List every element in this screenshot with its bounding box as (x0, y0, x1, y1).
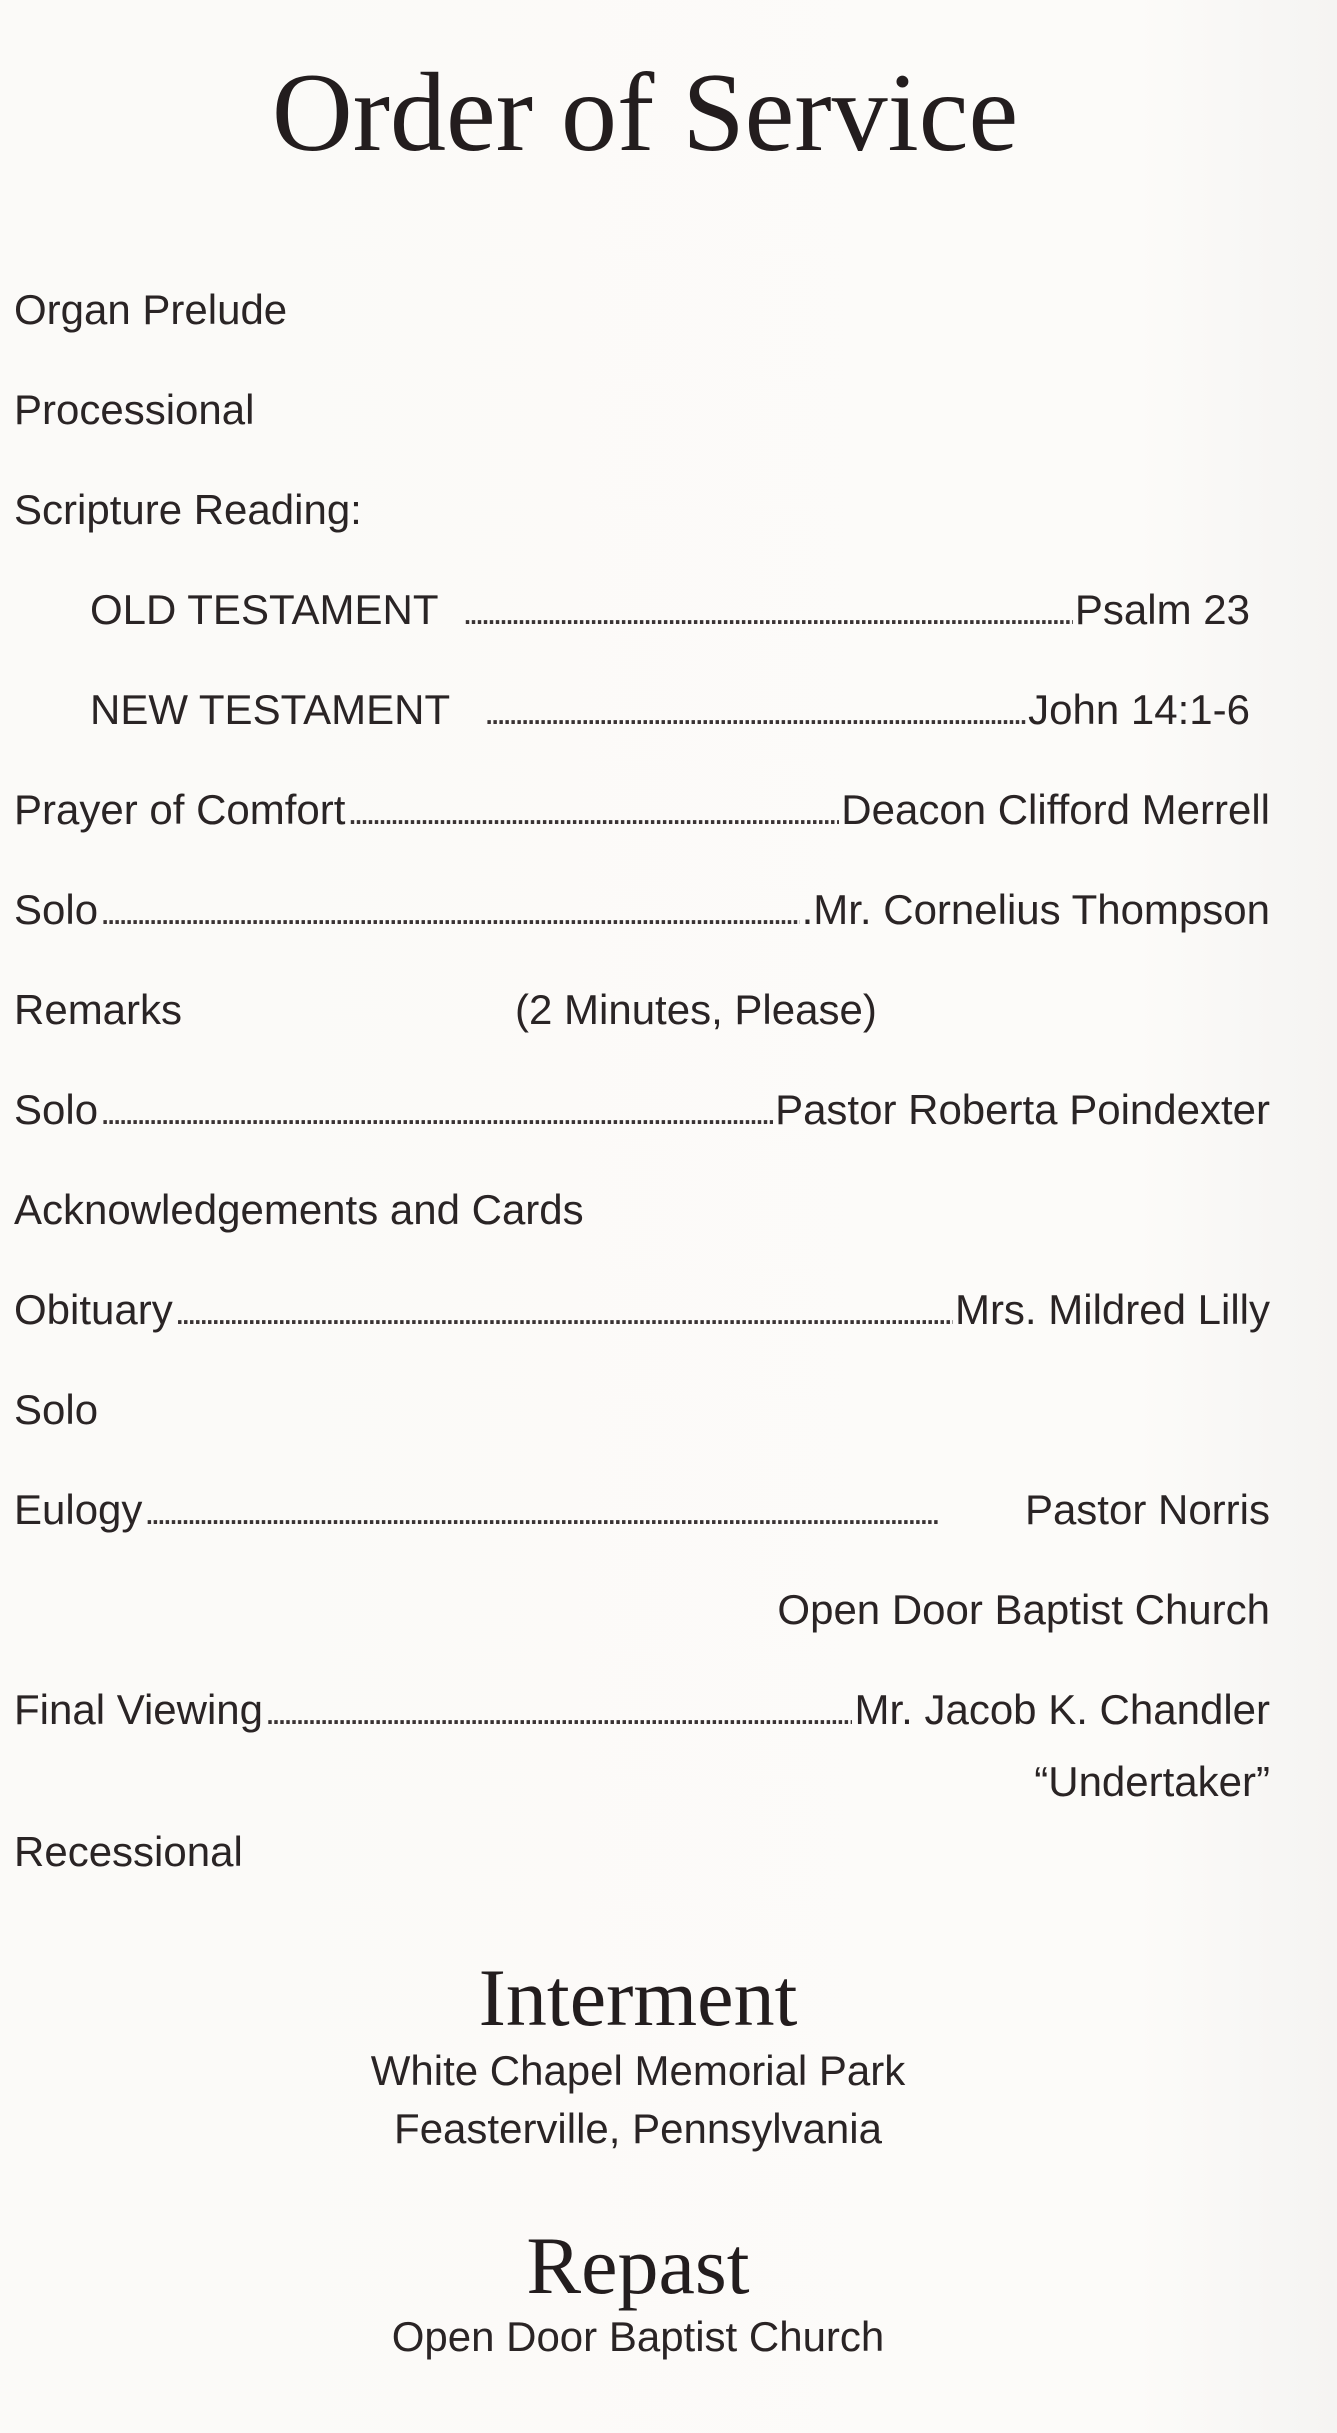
item-solo-2 (14, 1080, 1270, 1140)
item-label: Final Viewing (14, 1686, 264, 1733)
dot-leader (347, 780, 839, 842)
item-value: .Mr. Cornelius Thompson (801, 886, 1270, 933)
item-value: Pastor Norris (1024, 1486, 1270, 1533)
remarks-note: (2 Minutes, Please) (515, 986, 877, 1033)
dot-leader (144, 1480, 1023, 1542)
item-label: NEW TESTAMENT (90, 686, 451, 733)
interment-heading: Interment (478, 1952, 798, 2043)
item-label: Recessional (14, 1828, 243, 1875)
item-processional (14, 380, 1270, 440)
item-label: Eulogy (14, 1486, 143, 1533)
interment-location: Feasterville, Pennsylvania (394, 2105, 882, 2152)
item-recessional (14, 1822, 1270, 1882)
item-label: Prayer of Comfort (14, 786, 346, 833)
item-label: OLD TESTAMENT (90, 586, 439, 633)
item-eulogy (14, 1480, 1270, 1540)
item-scripture-reading (14, 480, 1270, 540)
eulogy-affiliation: Open Door Baptist Church (777, 1586, 1270, 1633)
item-acknowledgements (14, 1180, 1270, 1240)
dot-leader (265, 1680, 852, 1742)
dot-leader (100, 1080, 773, 1142)
item-old-testament (90, 580, 1250, 640)
item-value: Psalm 23 (1074, 586, 1250, 633)
item-value: John 14:1-6 (1028, 686, 1250, 733)
page-title: Order of Service (271, 51, 1019, 175)
item-obituary (14, 1280, 1270, 1340)
item-label: Solo (14, 1086, 99, 1133)
final-viewing-role: “Undertaker” (1034, 1758, 1270, 1805)
item-label: Obituary (14, 1286, 173, 1333)
item-label: Scripture Reading: (14, 486, 362, 533)
item-organ-prelude (14, 280, 1270, 340)
item-value: Mrs. Mildred Lilly (954, 1286, 1270, 1333)
item-label: Processional (14, 386, 255, 433)
dot-leader (463, 580, 1073, 642)
item-new-testament (90, 680, 1250, 740)
item-solo-3 (14, 1380, 1270, 1440)
item-label: Acknowledgements and Cards (14, 1186, 584, 1233)
dot-leader (175, 1280, 953, 1342)
item-solo-1 (14, 880, 1270, 940)
item-label: Remarks (14, 986, 183, 1033)
item-label: Solo (14, 1386, 99, 1433)
item-value: Mr. Jacob K. Chandler (854, 1686, 1270, 1733)
item-label: Organ Prelude (14, 286, 288, 333)
item-value: Deacon Clifford Merrell (841, 786, 1270, 833)
dot-leader (484, 680, 1026, 742)
item-final-viewing (14, 1680, 1270, 1740)
item-prayer-of-comfort (14, 780, 1270, 840)
item-label: Solo (14, 886, 99, 933)
item-value: Pastor Roberta Poindexter (775, 1086, 1270, 1133)
dot-leader (100, 880, 800, 942)
interment-place: White Chapel Memorial Park (370, 2047, 906, 2094)
repast-place: Open Door Baptist Church (391, 2313, 885, 2360)
repast-heading: Repast (526, 2220, 750, 2311)
